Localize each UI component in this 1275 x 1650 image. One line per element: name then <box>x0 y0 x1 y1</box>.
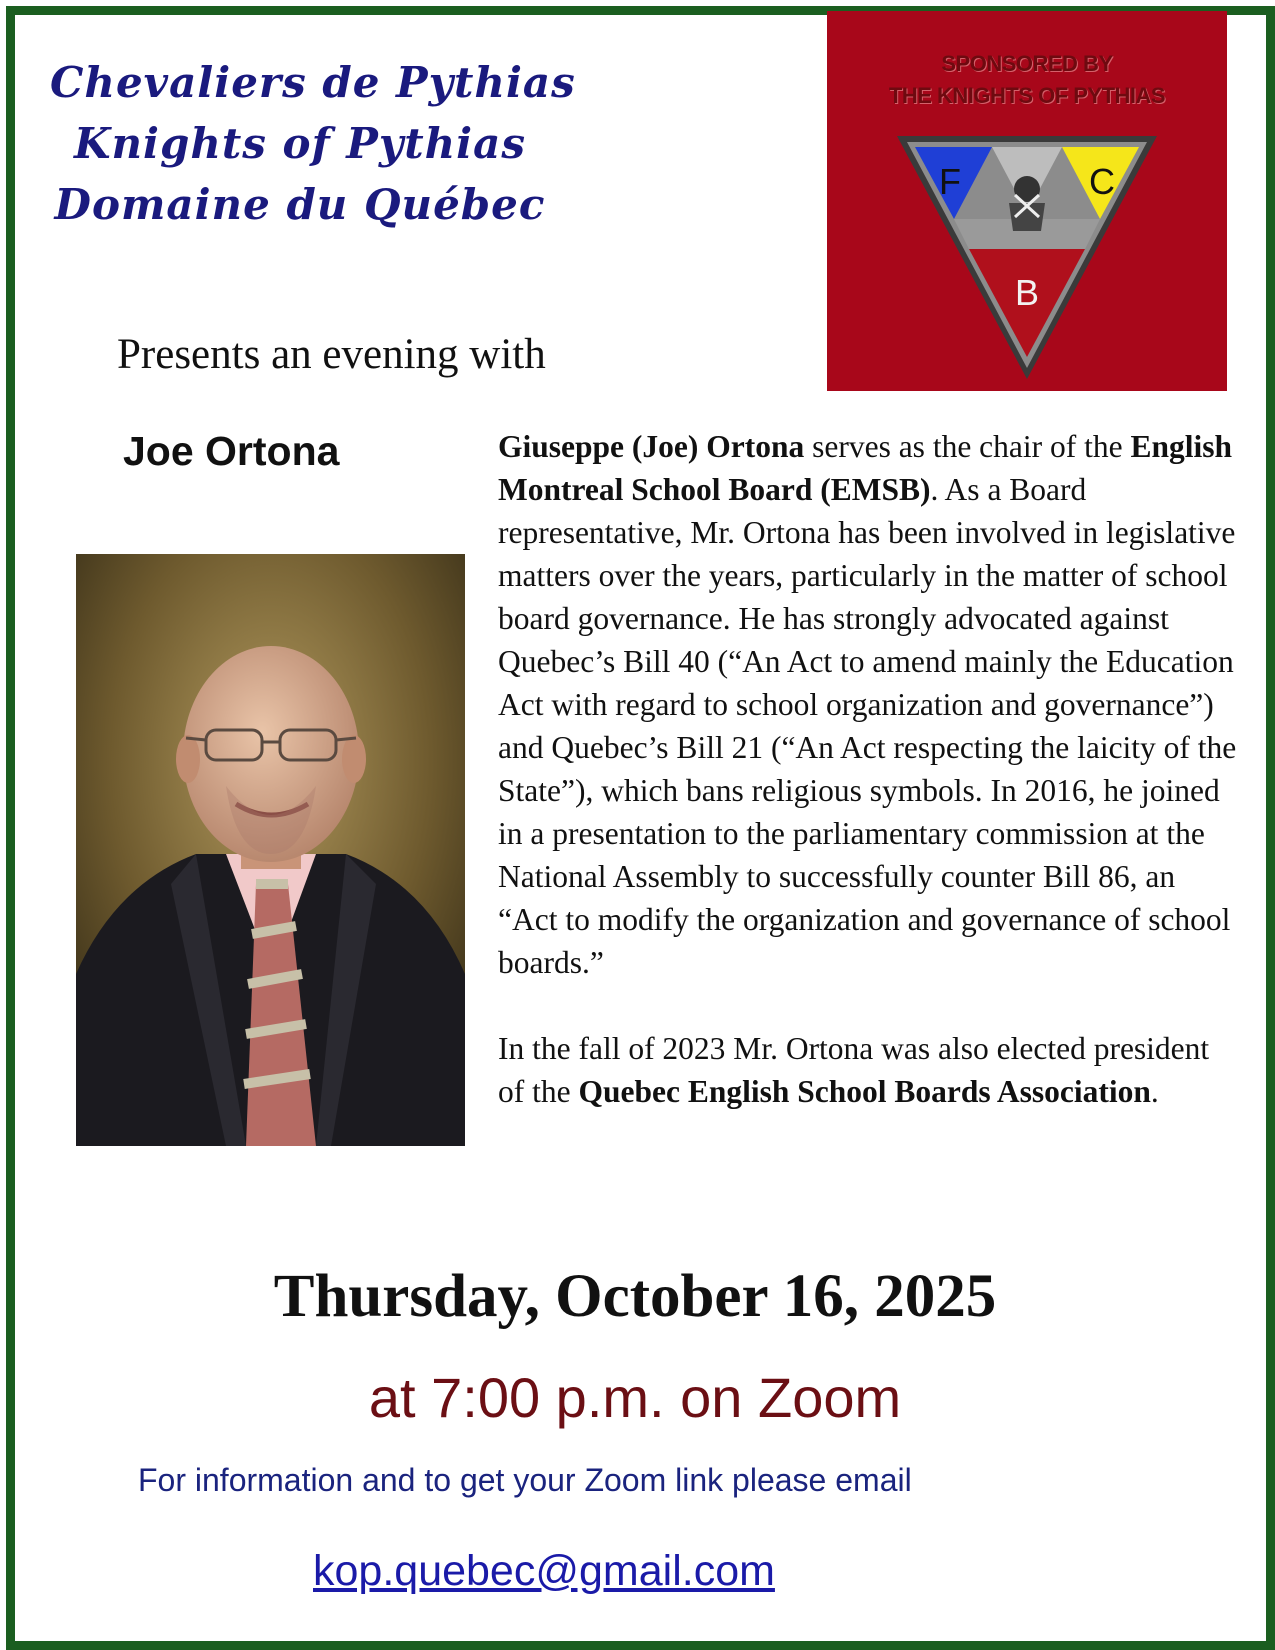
bio-bold-run: English Montreal School Board (EMSB) <box>498 429 1233 507</box>
emblem-letter-b: B <box>1014 272 1040 313</box>
presents-heading: Presents an evening with <box>117 331 546 378</box>
email-link[interactable]: kop.quebec@gmail.com <box>313 1547 775 1595</box>
org-line-french: Chevaliers de Pythias <box>50 58 576 107</box>
speaker-bio <box>498 425 1238 1113</box>
sponsor-line-2: THE KNIGHTS OF PYTHIAS <box>888 83 1166 108</box>
info-text: For information and to get your Zoom link please email <box>138 1462 912 1498</box>
emblem-letter-f: F <box>939 161 961 202</box>
org-line-english: Knights of Pythias <box>73 119 526 168</box>
emblem-letter-c: C <box>1089 161 1115 202</box>
bio-paragraph-1 <box>498 425 1238 984</box>
sponsor-text <box>827 48 1227 112</box>
sponsor-box <box>827 11 1227 391</box>
bio-text-run: . As a Board representative, Mr. Ortona has been involved in legislative matters over the years, particularly in the matter of school board governance. He has strongly advocated against Quebec’s Bill 40 (“An Act to amend mainly the Education Act with regard to school organization and governance”) and Quebec’s Bill 21 (“An Act respecting the laicity of the State”), which bans religious symbols. In 2016, he joined in a presentation to the parliamentary commission at the National Assembly to successfully counter Bill 86, an “Act to modify the organization and governance of school boards.” <box>498 472 1237 980</box>
pythias-emblem-icon <box>897 131 1157 381</box>
organization-title <box>50 52 576 235</box>
bio-paragraph-2 <box>498 1027 1238 1113</box>
bio-text-run: . <box>1150 1074 1159 1109</box>
bio-text-run: serves as the chair of the <box>804 429 1131 464</box>
bio-bold-run: Giuseppe (Joe) Ortona <box>498 429 805 464</box>
org-line-domain: Domaine du Québec <box>54 180 546 229</box>
bio-text-run: In the fall of 2023 Mr. Ortona was also elected president of the <box>498 1031 1210 1109</box>
event-date: Thursday, October 16, 2025 <box>273 1263 997 1330</box>
speaker-name: Joe Ortona <box>123 428 340 474</box>
event-time: at 7:00 p.m. on Zoom <box>368 1366 902 1429</box>
speaker-photo <box>76 554 465 1146</box>
sponsor-line-1: SPONSORED BY <box>941 51 1113 76</box>
bio-bold-run: Quebec English School Boards Association <box>578 1074 1151 1109</box>
